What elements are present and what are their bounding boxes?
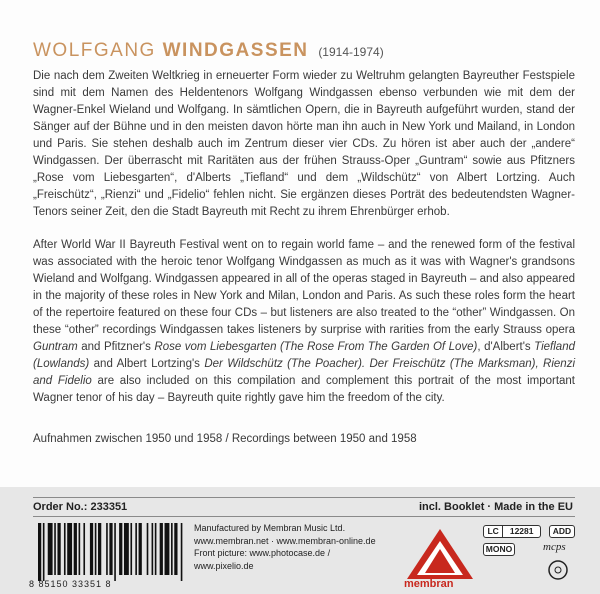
lc-badge: LC 12281 [483,525,541,538]
artist-years: (1914-1974) [318,45,384,59]
compact-disc-icon [545,559,571,581]
artist-first-name: WOLFGANG [33,40,156,61]
mono-badge: MONO [483,543,515,556]
order-number: Order No.: 233351 [33,501,128,513]
english-text: After World War II Bayreuth Festival went on to regain world fame – and the renewed form of the festival was associated with the heroic tenor Wolfgang Windgassen as much as it was with Wagner's grandsons Wieland and Wolfgang. Windgassen appeared in all of the operas staged in Bayreuth – and also appeared in the majority of these roles in New York and Milan, London and Paris. As such these roles form the heart of the repertoire featured on these four CDs – but listeners are also treated to the “other” Windgassen. On these “other” recordings Windgassen takes listeners by surprise with rarities from the early Strauss opera Guntram and Pfitzner's Rose vom Liebesgarten (The Rose From The Garden Of Love), d'Albert's Tiefland (Lowlands) and Albert Lortzing's Der Wildschütz (The Poacher). Der Freischütz (The Marksman), Rienzi and Fidelio are also included on this compilation and complement this portrait of the most important Wagner tenor of his day – Bayreuth quite rightly gave him the freedom of the city. [33,239,576,404]
artist-last-name: WINDGASSEN [162,40,309,61]
german-text: Die nach dem Zweiten Weltkrieg in erneuerter Form wieder zu Weltruhm gelangten Bayreuther Festspiele sind mit dem Namen des Heldentenors Wolfgang Windgassen ebenso verbunden wie mit dem der Wagner-Enkel Wieland und Wolfgang. In sämtlichen Opern, die in Bayreuth aufgeführt wurden, stand der Sänger auf der Bühne und in den meisten davon hörte man ihn auch in New York und Mailand, in London und Paris. Sie stehen deshalb auch im Zentrum dieser vier CDs. Zu hören ist aber auch der „andere“ Windgassen. Der überrascht mit Raritäten aus der frühen Strauss-Oper „Guntram“ sowie aus Pfitzners „Rose vom Liebesgarten“, d'Alberts „Tiefland“ und dem „Wildschütz“ von Albert Lortzing. Auch „Freischütz“, „Rienzi“ und „Fidelio“ fehlen nicht. Sie ergänzen dieses Porträt des bedeutendsten Wagner-Tenors seiner Zeit, den die Stadt Bayreuth mit Recht zu ihrem Ehrenbürger erhob. [33,70,575,218]
label-name: membran [404,578,454,590]
booklet-note: incl. Booklet · Made in the EU [418,501,573,513]
footer-divider [33,497,575,498]
add-badge: ADD [549,525,575,538]
footer-divider-2 [33,516,575,517]
footer [0,487,600,594]
credits: Manufactured by Membran Music Ltd. www.membran.net · www.membran-online.de Front picture: www.photocase.de / www.pixelio.de [194,523,376,571]
barcode-digits: 8 85150 33351 8 [29,579,112,589]
recordings-note: Aufnahmen zwischen 1950 und 1958 / Recordings between 1950 and 1958 [33,433,417,445]
mcps-logo: mcps [543,541,566,553]
barcode-icon [36,523,186,581]
page-title [33,40,384,62]
